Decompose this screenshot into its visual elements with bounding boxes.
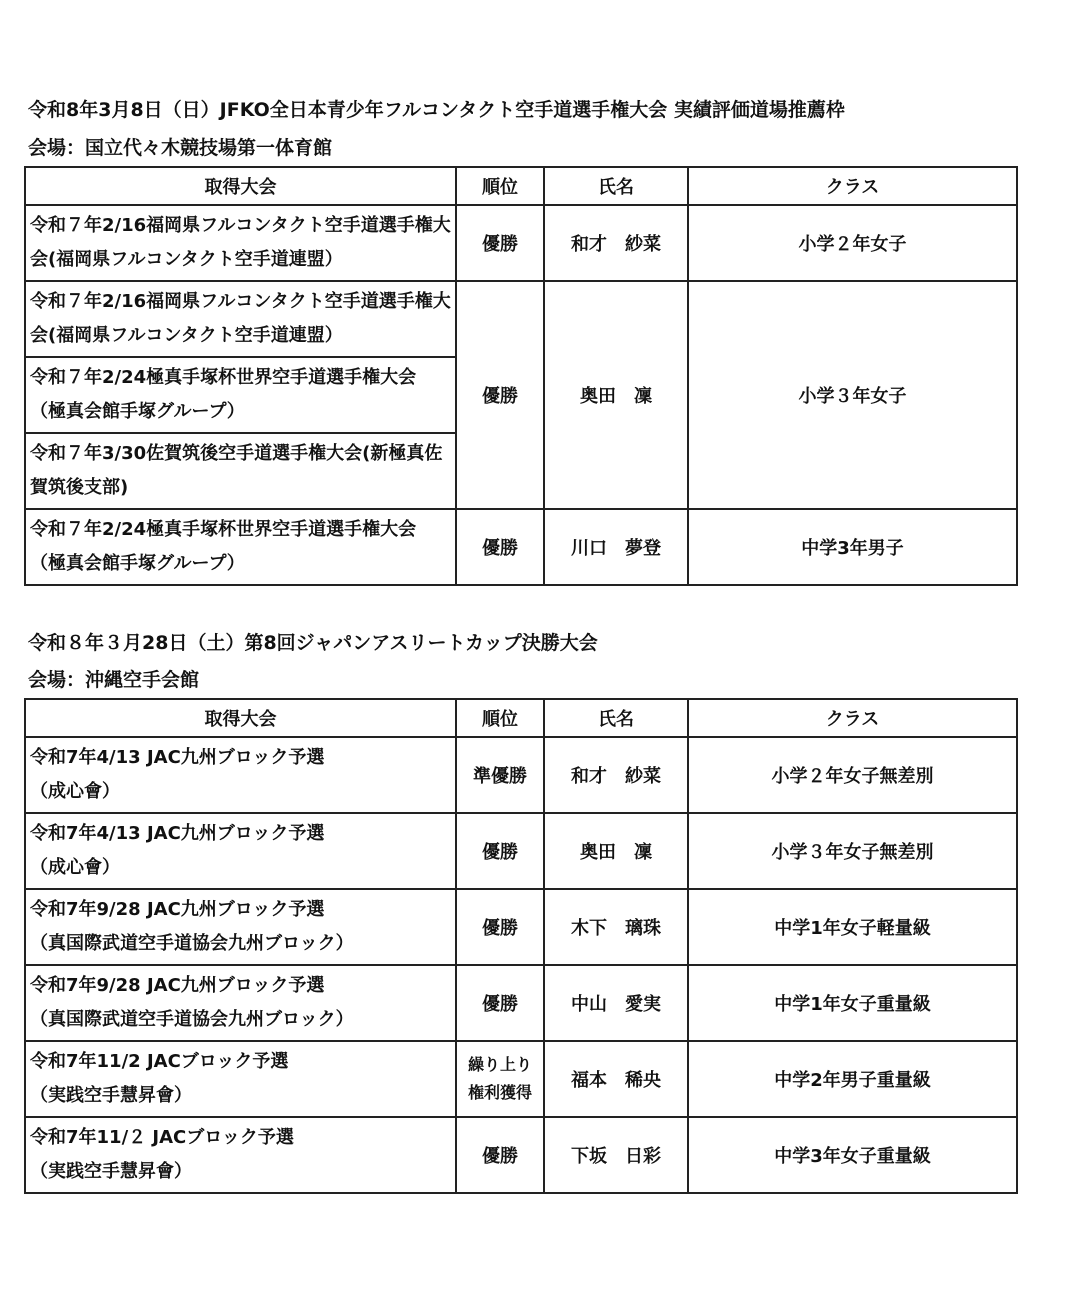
name-cell: 和才 紗菜 (544, 737, 688, 813)
table-row (25, 737, 1017, 813)
rank-cell: 準優勝 (456, 737, 544, 813)
table-row (25, 965, 1017, 1041)
rank-line: 繰り上り (467, 1055, 532, 1074)
rank-cell: 優勝 (456, 813, 544, 889)
rank-cell: 優勝 (456, 965, 544, 1041)
event-line: 令和7年11/2 JACブロック予選 (30, 1051, 289, 1072)
header-event: 取得大会 (25, 699, 456, 737)
table-header-row (25, 167, 1017, 205)
event-cell (25, 889, 456, 965)
class-cell: 小学３年女子無差別 (688, 813, 1017, 889)
event-line: 令和7年4/13 JAC九州ブロック予選 (30, 747, 325, 768)
event-line: 令和7年9/28 JAC九州ブロック予選 (30, 975, 325, 996)
header-rank: 順位 (456, 167, 544, 205)
event-cell (25, 965, 456, 1041)
table-row (25, 1041, 1017, 1117)
name-cell: 川口 夢登 (544, 509, 688, 585)
header-class: クラス (688, 699, 1017, 737)
event-cell: 令和７年2/16福岡県フルコンタクト空手道選手権大会(福岡県フルコンタクト空手道連盟） (25, 281, 456, 357)
class-cell: 小学３年女子 (688, 281, 1017, 509)
table-header-row (25, 699, 1017, 737)
class-cell: 中学1年女子重量級 (688, 965, 1017, 1041)
event-organizer: （成心會） (30, 781, 120, 802)
rank-cell: 優勝 (456, 205, 544, 281)
name-cell: 中山 愛実 (544, 965, 688, 1041)
event-cell: 令和７年2/24極真手塚杯世界空手道選手権大会（極真会館手塚グループ） (25, 357, 456, 433)
table-row (25, 281, 1017, 357)
header-rank: 順位 (456, 699, 544, 737)
section1-venue: 会場：国立代々木競技場第一体育館 (28, 137, 333, 159)
class-cell: 小学２年女子無差別 (688, 737, 1017, 813)
name-cell: 福本 稀央 (544, 1041, 688, 1117)
rank-cell: 優勝 (456, 509, 544, 585)
rank-line: 権利獲得 (467, 1083, 532, 1102)
event-organizer: （実践空手慧昇會） (30, 1085, 192, 1106)
section2-table (24, 698, 1018, 1194)
class-cell: 小学２年女子 (688, 205, 1017, 281)
event-organizer: （成心會） (30, 857, 120, 878)
table-row (25, 509, 1017, 585)
event-line: 令和7年4/13 JAC九州ブロック予選 (30, 823, 325, 844)
event-cell (25, 737, 456, 813)
section1-title: 令和8年3月8日（日）JFKO全日本青少年フルコンタクト空手道選手権大会 実績評価道場推薦枠 (28, 99, 845, 121)
event-line: 令和7年9/28 JAC九州ブロック予選 (30, 899, 325, 920)
name-cell: 和才 紗菜 (544, 205, 688, 281)
event-organizer: （真国際武道空手道協会九州ブロック） (30, 1009, 354, 1030)
event-organizer: （真国際武道空手道協会九州ブロック） (30, 933, 354, 954)
event-cell: 令和７年2/24極真手塚杯世界空手道選手権大会（極真会館手塚グループ） (25, 509, 456, 585)
table-row (25, 813, 1017, 889)
event-cell (25, 1041, 456, 1117)
class-cell: 中学1年女子軽量級 (688, 889, 1017, 965)
section2-venue: 会場：沖縄空手会館 (28, 669, 200, 691)
rank-cell: 優勝 (456, 1117, 544, 1193)
rank-cell: 優勝 (456, 889, 544, 965)
rank-cell: 優勝 (456, 281, 544, 509)
table-row (25, 889, 1017, 965)
event-cell (25, 1117, 456, 1193)
event-cell: 令和７年3/30佐賀筑後空手道選手権大会(新極真佐賀筑後支部) (25, 433, 456, 509)
class-cell: 中学3年男子 (688, 509, 1017, 585)
name-cell: 下坂 日彩 (544, 1117, 688, 1193)
section1-table (24, 166, 1018, 586)
event-line: 令和7年11/２ JACブロック予選 (30, 1127, 294, 1148)
event-organizer: （実践空手慧昇會） (30, 1161, 192, 1182)
rank-cell (456, 1041, 544, 1117)
section2-title: 令和８年３月28日（土）第8回ジャパンアスリートカップ決勝大会 (28, 632, 598, 654)
name-cell: 木下 璃珠 (544, 889, 688, 965)
header-name: 氏名 (544, 699, 688, 737)
header-event: 取得大会 (25, 167, 456, 205)
header-class: クラス (688, 167, 1017, 205)
header-name: 氏名 (544, 167, 688, 205)
event-cell: 令和７年2/16福岡県フルコンタクト空手道選手権大会(福岡県フルコンタクト空手道連盟） (25, 205, 456, 281)
table-row (25, 1117, 1017, 1193)
event-cell (25, 813, 456, 889)
class-cell: 中学2年男子重量級 (688, 1041, 1017, 1117)
class-cell: 中学3年女子重量級 (688, 1117, 1017, 1193)
name-cell: 奥田 凜 (544, 281, 688, 509)
table-row (25, 205, 1017, 281)
name-cell: 奥田 凜 (544, 813, 688, 889)
